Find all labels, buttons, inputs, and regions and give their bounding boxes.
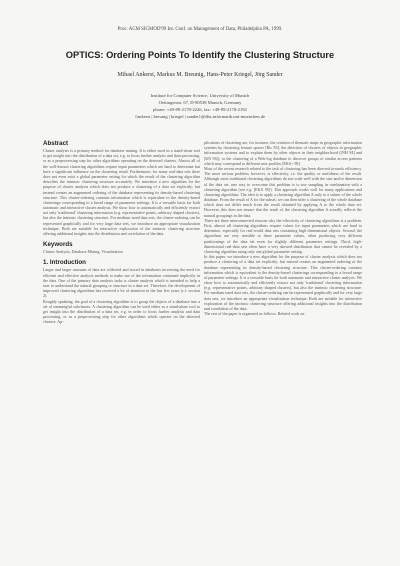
intro-paragraph: Most of the recent research related to the task of clustering has been directed towards efficiency. The more serious problem, however, is effectivity, i.e. the quality or usefulness of the result. Although most traditional clustering algorithms do not scale well with the size and/or dimension of the data set, one way to overcome this problem is to use sampling in combination with a clustering algorithm (see e.g. [EKX 95]). This approach works well for many applications and clustering algorithms. The idea is to apply a clustering algorithm A only to a subset of the whole database. From the result of A for the subset, we can then infer a clustering of the whole database which does not differ much from the result obtained by applying A to the whole data set. However, this does not ensure that the result of the clustering algorithm A actually reflects the natural groupings in the data. [204,165,362,218]
introduction-heading: 1. Introduction [43,259,86,267]
intro-paragraph: The rest of the paper is organized as follows. Related work on [204,311,305,317]
right-column [204,140,362,316]
intro-paragraph: Larger and larger amounts of data are collected and stored in databases increasing the need for efficient and effective analysis methods to make use of the information contained implicitly in the data. One of the primary data analysis tasks is cluster analysis which is intended to help a user to understand the natural grouping or structure in a data set. Therefore, the development of improved clustering algorithms has received a lot of attention in the last few years (c.f. section 2). [43,267,200,299]
affiliation-email: {ankerst | breunig | kriegel | sander}@dbs.informatik.uni-muenchen.de [134,114,266,119]
abstract-heading: Abstract [43,140,69,147]
abstract-text: Cluster analysis is a primary method for database mining. It is either used as a stand-alone tool to get insight into the distribution of a data set, e.g. to focus further analysis and data processing, or as a preprocessing step for other algorithms operating on the detected clusters. Almost all of the well-known clustering algorithms require input parameters which are hard to determine but have a significant influence on the clustering result. Furthermore, for many real-data sets there does not even exist a global parameter setting for which the result of the clustering algorithm describes the intrinsic clustering structure accurately. We introduce a new algorithm for the purpose of cluster analysis which does not produce a clustering of a data set explicitly; but instead creates an augmented ordering of the database representing its density-based clustering structure. This cluster-ordering contains information which is equivalent to the density-based clusterings corresponding to a broad range of parameter settings. It is a versatile basis for both automatic and interactive cluster analysis. We show how to automatically and efficiently extract not only 'traditional' clustering information (e.g. representative points, arbitrary shaped clusters), but also the intrinsic clustering structure. For medium sized data sets, the cluster-ordering can be represented graphically and for very large data sets, we introduce an appropriate visualization technique. Both are suitable for interactive exploration of the intrinsic clustering structure offering additional insights into the distribution and correlation of the data. [43,148,200,236]
keywords-text: Cluster Analysis, Database Mining, Visualization [43,249,123,255]
paper-authors: Mihael Ankerst, Markus M. Breunig, Hans-Peter Kriegel, Jörg Sander [117,72,283,78]
left-column [43,140,200,324]
proceedings-header: Proc. ACM SIGMOD'99 Int. Conf. on Management of Data, Philadelphia PA, 1999. [117,27,283,32]
affiliation-block [0,92,400,120]
keywords-heading: Keywords [43,241,73,249]
affiliation-institute: Institute for Computer Science, University of Munich [150,93,250,98]
affiliation-address: Oettingenstr. 67, D-80538 Munich, Germany [158,100,242,105]
intro-paragraph: In this paper, we introduce a new algorithm for the purpose of cluster analysis which does not produce a clustering of a data set explicitly; but instead creates an augmented ordering of the database representing its density-based clustering structure. This cluster-ordering contains information which is equivalent to the density-based clusterings corresponding to a broad range of parameter settings. It is a versatile basis for both automatic and interactive cluster analysis. We show how to automatically and efficiently extract not only 'traditional' clustering information (e.g. representative points, arbitrary shaped clusters), but also the intrinsic clustering structure. For medium sized data sets, the cluster-ordering can be represented graphically and for very large data sets, we introduce an appropriate visualization technique. Both are suitable for interactive exploration of the intrinsic clustering structure offering additional insights into the distribution and correlation of the data. [204,254,362,311]
affiliation-phone: phone: +49-89-2178-2226, fax: +49-89-2178-2192 [153,107,247,112]
paper-title: OPTICS: Ordering Points To Identify the Clustering Structure [65,50,335,60]
intro-paragraph: plications of clustering are, for instance, the creation of thematic maps in geographic information systems by clustering feature spaces [Ric 83], the detection of clusters of objects in geographic information systems and to explain them by other objects in their neighborhood ([NH 94] and [KN 96]), or the clustering of a Web-log database to discover groups of similar access patterns which may correspond to different user profiles [EKS+ 98]. [204,140,362,166]
intro-paragraph: Roughly speaking, the goal of a clustering algorithm is to group the objects of a database into a set of meaningful subclasses. A clustering algorithm can be used either as a stand-alone tool to get insight into the distribution of a data set, e.g. in order to focus further analysis and data processing, or as a preprocessing step for other algorithms which operate on the detected clusters. Ap- [43,298,200,325]
intro-paragraph: There are three interconnected reasons why the effectivity of clustering algorithms is a problem. First, almost all clustering algorithms require values for input parameters which are hard to determine, especially for real-world data sets containing high dimensional objects. Second, the algorithms are very sensible to these parameter values, often producing very different partitionings of the data set even for slightly different parameter settings. Third, high-dimensional real-data sets often have a very skewed distribution that cannot be revealed by a clustering algorithm using only one global parameter setting. [204,217,362,254]
